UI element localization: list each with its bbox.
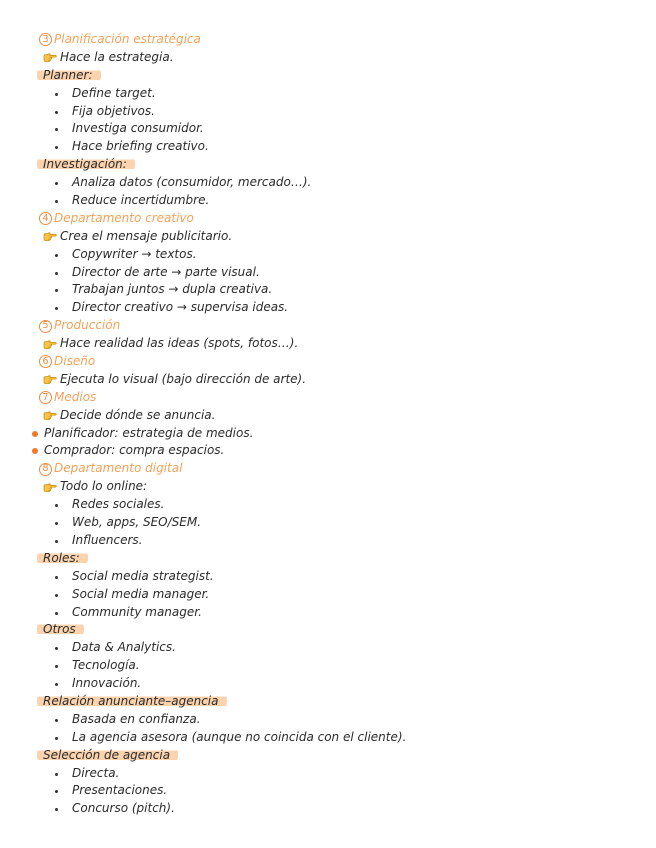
section-number-circle: 6 — [39, 355, 52, 368]
key-point — [0, 228, 656, 246]
section-heading — [0, 317, 656, 335]
pointing-hand-icon — [43, 53, 57, 62]
bullet-item — [0, 299, 656, 317]
bullet-item — [0, 246, 656, 264]
bullet-text: Redes sociales. — [72, 497, 165, 512]
bullet-text: Concurso (pitch). — [72, 801, 175, 816]
highlighted-label: Selección de agencia — [37, 748, 178, 762]
pointing-hand-icon — [43, 232, 57, 241]
orange-bullet-text: Planificador: estrategia de medios. — [44, 425, 254, 440]
bullet-item — [0, 711, 656, 729]
key-point-text: Decide dónde se anuncia. — [60, 407, 216, 422]
bullet-text: Director creativo → supervisa ideas. — [72, 300, 289, 315]
section-heading — [0, 353, 656, 371]
section-title: Departamento creativo — [54, 210, 194, 225]
label-line — [0, 747, 656, 765]
section-title: Departamento digital — [54, 461, 183, 476]
bullet-item — [0, 138, 656, 156]
bullet-text: Director de arte → parte visual. — [72, 264, 260, 279]
highlighted-label: Relación anunciante–agencia — [37, 694, 227, 708]
key-point-text: Todo lo online: — [60, 479, 148, 494]
bullet-text: Define target. — [72, 85, 156, 100]
key-point — [0, 478, 656, 496]
bullet-text: Community manager. — [72, 604, 202, 619]
label-line — [0, 621, 656, 639]
bullet-text: Basada en confianza. — [72, 711, 201, 726]
key-point — [0, 407, 656, 425]
bullet-text: Data & Analytics. — [72, 640, 176, 655]
highlighted-label: Investigación: — [37, 157, 135, 171]
bullet-item — [0, 604, 656, 622]
bullet-item — [0, 496, 656, 514]
bullet-text: Social media strategist. — [72, 568, 214, 583]
bullet-text: Innovación. — [72, 676, 142, 691]
bullet-item — [0, 85, 656, 103]
bullet-text: Influencers. — [72, 532, 143, 547]
pointing-hand-icon — [43, 483, 57, 492]
section-number-circle: 5 — [39, 320, 52, 333]
orange-bullet-item — [0, 442, 656, 460]
bullet-item — [0, 264, 656, 282]
orange-bullet-item — [0, 425, 656, 443]
bullet-item — [0, 103, 656, 121]
section-number-circle: 7 — [39, 391, 52, 404]
notes-document — [0, 31, 656, 818]
bullet-text: Analiza datos (consumidor, mercado…). — [72, 175, 312, 190]
section-heading — [0, 460, 656, 478]
bullet-item — [0, 800, 656, 818]
key-point-text: Hace la estrategia. — [60, 49, 174, 64]
section-number-circle: 8 — [39, 463, 52, 476]
pointing-hand-icon — [43, 375, 57, 384]
bullet-text: La agencia asesora (aunque no coincida con el cliente). — [72, 729, 407, 744]
bullet-item — [0, 782, 656, 800]
section-title: Planificación estratégica — [54, 32, 201, 46]
highlighted-label: Planner: — [37, 68, 101, 82]
section-number-circle: 3 — [39, 33, 52, 46]
pointing-hand-icon — [43, 411, 57, 420]
bullet-item — [0, 568, 656, 586]
bullet-item — [0, 532, 656, 550]
highlighted-label: Otros — [37, 622, 84, 636]
highlighted-label: Roles: — [37, 551, 88, 565]
label-line — [0, 67, 656, 85]
bullet-item — [0, 586, 656, 604]
bullet-text: Trabajan juntos → dupla creativa. — [72, 282, 273, 297]
section-title: Producción — [54, 318, 121, 333]
bullet-text: Tecnología. — [72, 658, 140, 673]
bullet-item — [0, 281, 656, 299]
bullet-item — [0, 639, 656, 657]
bullet-text: Directa. — [72, 765, 120, 780]
section-title: Medios — [54, 389, 97, 404]
orange-dot-icon — [32, 448, 38, 454]
bullet-text: Web, apps, SEO/SEM. — [72, 515, 202, 530]
bullet-text: Reduce incertidumbre. — [72, 193, 210, 208]
bullet-item — [0, 729, 656, 747]
key-point-text: Ejecuta lo visual (bajo dirección de arte). — [60, 371, 307, 386]
key-point — [0, 335, 656, 353]
bullet-item — [0, 514, 656, 532]
section-heading — [0, 31, 656, 49]
bullet-item — [0, 120, 656, 138]
section-number-circle: 4 — [39, 212, 52, 225]
key-point-text: Hace realidad las ideas (spots, fotos…). — [60, 336, 299, 351]
bullet-item — [0, 765, 656, 783]
bullet-text: Copywriter → textos. — [72, 246, 197, 261]
bullet-text: Hace briefing creativo. — [72, 139, 209, 154]
section-heading — [0, 210, 656, 228]
section-title: Diseño — [54, 354, 96, 369]
bullet-item — [0, 675, 656, 693]
bullet-text: Social media manager. — [72, 586, 210, 601]
pointing-hand-icon — [43, 340, 57, 349]
label-line — [0, 693, 656, 711]
bullet-item — [0, 192, 656, 210]
orange-bullet-text: Comprador: compra espacios. — [44, 443, 225, 458]
key-point — [0, 49, 656, 67]
bullet-item — [0, 657, 656, 675]
bullet-text: Presentaciones. — [72, 783, 168, 798]
key-point — [0, 371, 656, 389]
key-point-text: Crea el mensaje publicitario. — [60, 228, 233, 243]
label-line — [0, 156, 656, 174]
bullet-text: Investiga consumidor. — [72, 121, 204, 136]
label-line — [0, 550, 656, 568]
bullet-text: Fija objetivos. — [72, 103, 155, 118]
orange-dot-icon — [32, 431, 38, 437]
section-heading — [0, 389, 656, 407]
bullet-item — [0, 174, 656, 192]
